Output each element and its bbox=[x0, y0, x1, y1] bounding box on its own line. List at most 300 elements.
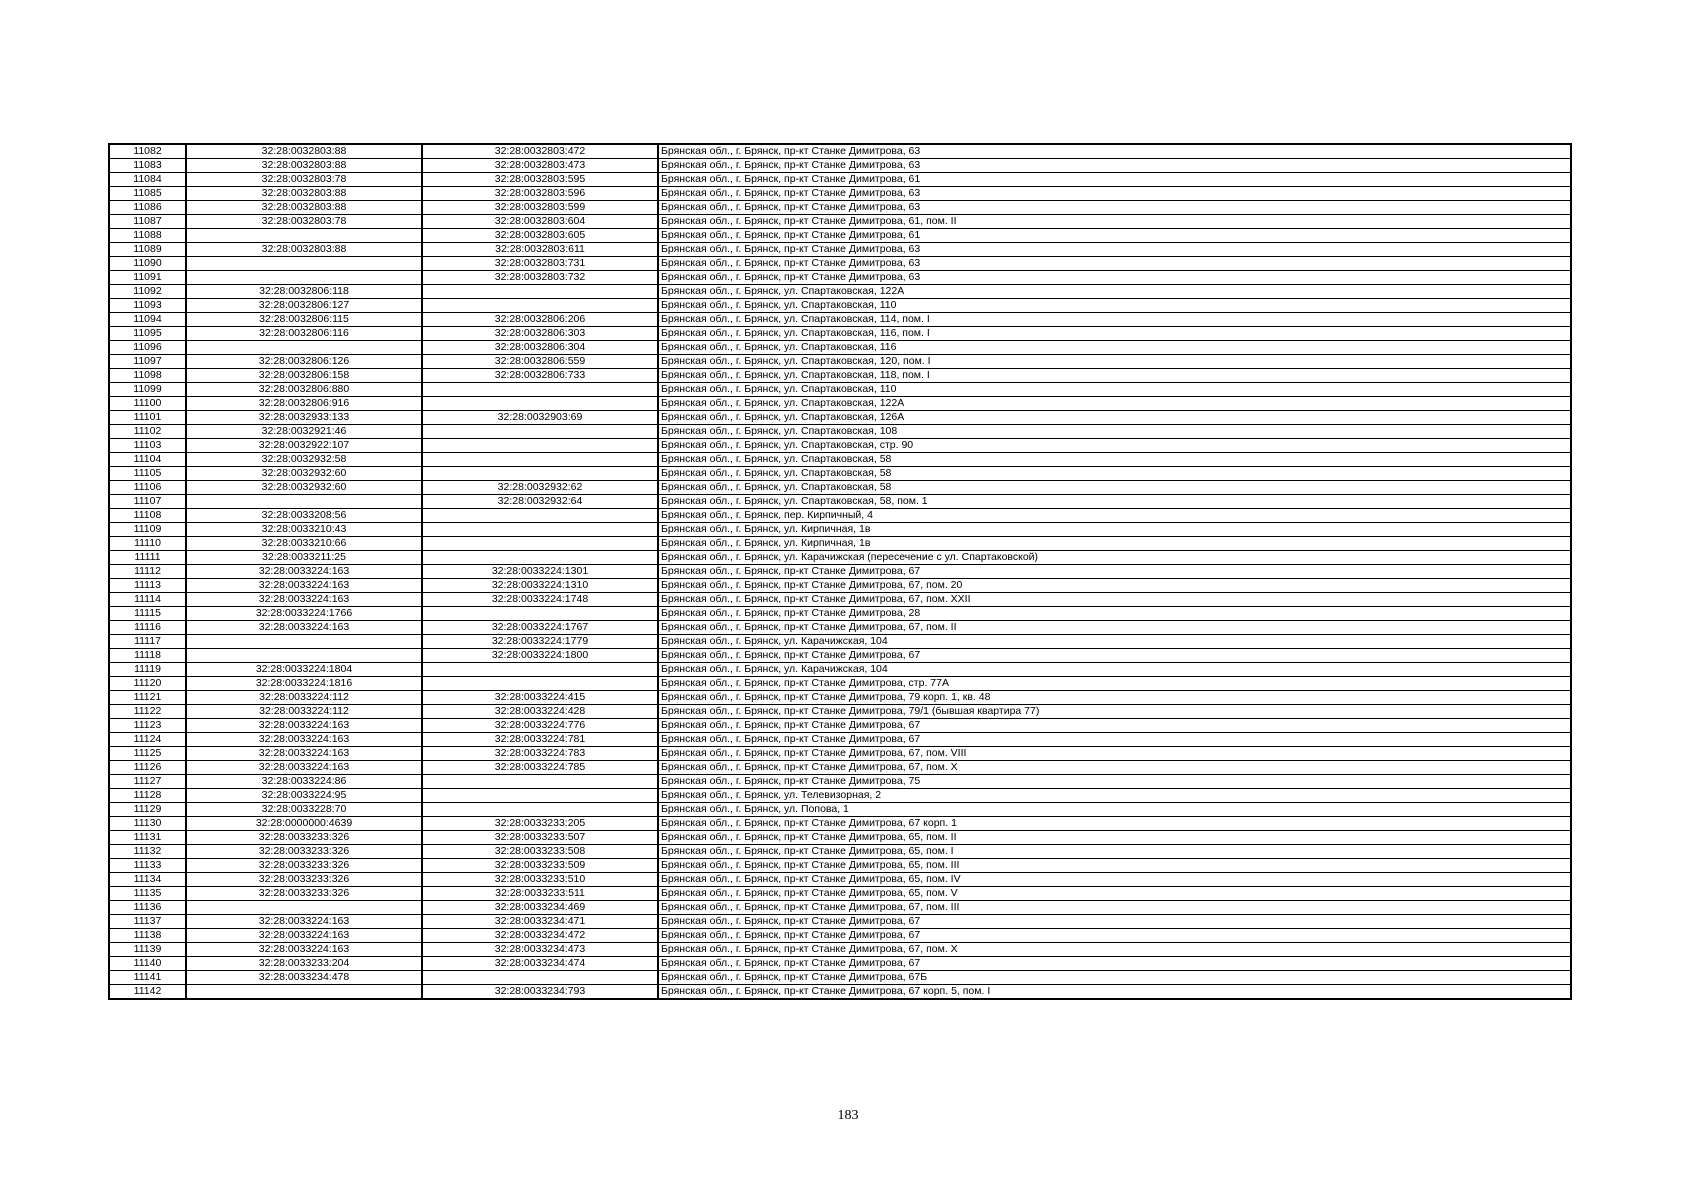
parcel-number-cell: 32:28:0033211:25 bbox=[186, 551, 422, 565]
address-cell: Брянская обл., г. Брянск, ул. Спартаковская, 116, пом. I bbox=[658, 327, 1571, 341]
row-number-cell: 11113 bbox=[109, 579, 186, 593]
table-row bbox=[109, 985, 1571, 1000]
parcel-number-cell: 32:28:0033224:86 bbox=[186, 775, 422, 789]
parcel-number-cell: 32:28:0032806:116 bbox=[186, 327, 422, 341]
table-row bbox=[109, 481, 1571, 495]
object-number-cell bbox=[422, 285, 658, 299]
address-cell: Брянская обл., г. Брянск, пр-кт Станке Димитрова, 67Б bbox=[658, 971, 1571, 985]
object-number-cell: 32:28:0033234:469 bbox=[422, 901, 658, 915]
object-number-cell: 32:28:0033224:415 bbox=[422, 691, 658, 705]
row-number-cell: 11106 bbox=[109, 481, 186, 495]
address-cell: Брянская обл., г. Брянск, ул. Кирпичная, 1в bbox=[658, 523, 1571, 537]
row-number-cell: 11124 bbox=[109, 733, 186, 747]
table-row bbox=[109, 215, 1571, 229]
address-cell: Брянская обл., г. Брянск, пр-кт Станке Димитрова, 67 bbox=[658, 733, 1571, 747]
table-row bbox=[109, 635, 1571, 649]
parcel-number-cell: 32:28:0032932:58 bbox=[186, 453, 422, 467]
row-number-cell: 11111 bbox=[109, 551, 186, 565]
object-number-cell: 32:28:0032803:731 bbox=[422, 257, 658, 271]
object-number-cell: 32:28:0033233:510 bbox=[422, 873, 658, 887]
parcel-number-cell: 32:28:0033224:163 bbox=[186, 733, 422, 747]
row-number-cell: 11139 bbox=[109, 943, 186, 957]
row-number-cell: 11102 bbox=[109, 425, 186, 439]
row-number-cell: 11103 bbox=[109, 439, 186, 453]
parcel-number-cell bbox=[186, 495, 422, 509]
address-cell: Брянская обл., г. Брянск, пр-кт Станке Димитрова, 65, пом. IV bbox=[658, 873, 1571, 887]
object-number-cell: 32:28:0032803:595 bbox=[422, 173, 658, 187]
address-cell: Брянская обл., г. Брянск, пр-кт Станке Димитрова, 65, пом. V bbox=[658, 887, 1571, 901]
table-row bbox=[109, 187, 1571, 201]
parcel-number-cell: 32:28:0032921:46 bbox=[186, 425, 422, 439]
parcel-number-cell: 32:28:0033224:1766 bbox=[186, 607, 422, 621]
parcel-number-cell bbox=[186, 901, 422, 915]
row-number-cell: 11116 bbox=[109, 621, 186, 635]
table-row bbox=[109, 397, 1571, 411]
table-row bbox=[109, 747, 1571, 761]
object-number-cell: 32:28:0032803:732 bbox=[422, 271, 658, 285]
table-row bbox=[109, 257, 1571, 271]
table-row bbox=[109, 817, 1571, 831]
parcel-number-cell: 32:28:0032803:78 bbox=[186, 173, 422, 187]
address-cell: Брянская обл., г. Брянск, ул. Спартаковская, 116 bbox=[658, 341, 1571, 355]
parcel-number-cell: 32:28:0032806:158 bbox=[186, 369, 422, 383]
object-number-cell bbox=[422, 467, 658, 481]
row-number-cell: 11120 bbox=[109, 677, 186, 691]
object-number-cell: 32:28:0033234:793 bbox=[422, 985, 658, 1000]
row-number-cell: 11131 bbox=[109, 831, 186, 845]
parcel-number-cell: 32:28:0033224:163 bbox=[186, 761, 422, 775]
parcel-number-cell: 32:28:0033224:163 bbox=[186, 943, 422, 957]
address-cell: Брянская обл., г. Брянск, пр-кт Станке Димитрова, 65, пом. II bbox=[658, 831, 1571, 845]
table-row bbox=[109, 873, 1571, 887]
row-number-cell: 11138 bbox=[109, 929, 186, 943]
table-row bbox=[109, 523, 1571, 537]
table-row bbox=[109, 593, 1571, 607]
table-row bbox=[109, 425, 1571, 439]
object-number-cell bbox=[422, 453, 658, 467]
parcel-number-cell: 32:28:0032932:60 bbox=[186, 481, 422, 495]
object-number-cell: 32:28:0033234:473 bbox=[422, 943, 658, 957]
table-row bbox=[109, 327, 1571, 341]
object-number-cell: 32:28:0032806:559 bbox=[422, 355, 658, 369]
address-cell: Брянская обл., г. Брянск, пр-кт Станке Димитрова, 63 bbox=[658, 201, 1571, 215]
parcel-number-cell: 32:28:0032806:115 bbox=[186, 313, 422, 327]
object-number-cell: 32:28:0032803:472 bbox=[422, 144, 658, 159]
address-cell: Брянская обл., г. Брянск, ул. Спартаковская, 122А bbox=[658, 397, 1571, 411]
object-number-cell: 32:28:0032806:304 bbox=[422, 341, 658, 355]
object-number-cell bbox=[422, 397, 658, 411]
row-number-cell: 11091 bbox=[109, 271, 186, 285]
object-number-cell: 32:28:0032903:69 bbox=[422, 411, 658, 425]
row-number-cell: 11110 bbox=[109, 537, 186, 551]
address-cell: Брянская обл., г. Брянск, ул. Попова, 1 bbox=[658, 803, 1571, 817]
object-number-cell: 32:28:0033224:783 bbox=[422, 747, 658, 761]
parcel-number-cell bbox=[186, 341, 422, 355]
object-number-cell bbox=[422, 425, 658, 439]
object-number-cell: 32:28:0032803:611 bbox=[422, 243, 658, 257]
row-number-cell: 11096 bbox=[109, 341, 186, 355]
row-number-cell: 11095 bbox=[109, 327, 186, 341]
object-number-cell bbox=[422, 383, 658, 397]
object-number-cell bbox=[422, 523, 658, 537]
table-row bbox=[109, 313, 1571, 327]
object-number-cell: 32:28:0033234:471 bbox=[422, 915, 658, 929]
row-number-cell: 11093 bbox=[109, 299, 186, 313]
address-cell: Брянская обл., г. Брянск, пер. Кирпичный, 4 bbox=[658, 509, 1571, 523]
address-cell: Брянская обл., г. Брянск, пр-кт Станке Димитрова, 63 bbox=[658, 159, 1571, 173]
address-cell: Брянская обл., г. Брянск, пр-кт Станке Димитрова, 63 bbox=[658, 257, 1571, 271]
row-number-cell: 11108 bbox=[109, 509, 186, 523]
parcel-number-cell: 32:28:0033233:326 bbox=[186, 845, 422, 859]
parcel-number-cell: 32:28:0032806:127 bbox=[186, 299, 422, 313]
address-cell: Брянская обл., г. Брянск, ул. Карачижская, 104 bbox=[658, 663, 1571, 677]
row-number-cell: 11100 bbox=[109, 397, 186, 411]
parcel-number-cell: 32:28:0033233:326 bbox=[186, 831, 422, 845]
row-number-cell: 11086 bbox=[109, 201, 186, 215]
row-number-cell: 11094 bbox=[109, 313, 186, 327]
row-number-cell: 11123 bbox=[109, 719, 186, 733]
row-number-cell: 11135 bbox=[109, 887, 186, 901]
table-row bbox=[109, 859, 1571, 873]
table-row bbox=[109, 705, 1571, 719]
parcel-number-cell bbox=[186, 985, 422, 1000]
row-number-cell: 11122 bbox=[109, 705, 186, 719]
parcel-number-cell: 32:28:0032922:107 bbox=[186, 439, 422, 453]
address-cell: Брянская обл., г. Брянск, пр-кт Станке Димитрова, 67, пом. VIII bbox=[658, 747, 1571, 761]
table-row bbox=[109, 621, 1571, 635]
address-cell: Брянская обл., г. Брянск, пр-кт Станке Димитрова, 67, пом. X bbox=[658, 761, 1571, 775]
row-number-cell: 11101 bbox=[109, 411, 186, 425]
object-number-cell: 32:28:0033224:1301 bbox=[422, 565, 658, 579]
object-number-cell: 32:28:0033224:1310 bbox=[422, 579, 658, 593]
address-cell: Брянская обл., г. Брянск, ул. Спартаковская, 58 bbox=[658, 467, 1571, 481]
object-number-cell bbox=[422, 509, 658, 523]
address-cell: Брянская обл., г. Брянск, ул. Спартаковская, 58 bbox=[658, 453, 1571, 467]
object-number-cell: 32:28:0032803:605 bbox=[422, 229, 658, 243]
address-cell: Брянская обл., г. Брянск, пр-кт Станке Димитрова, 67, пом. III bbox=[658, 901, 1571, 915]
row-number-cell: 11121 bbox=[109, 691, 186, 705]
table-row bbox=[109, 733, 1571, 747]
parcel-number-cell: 32:28:0033224:112 bbox=[186, 691, 422, 705]
table-row bbox=[109, 943, 1571, 957]
parcel-number-cell: 32:28:0033210:43 bbox=[186, 523, 422, 537]
object-number-cell: 32:28:0033234:472 bbox=[422, 929, 658, 943]
object-number-cell bbox=[422, 551, 658, 565]
row-number-cell: 11107 bbox=[109, 495, 186, 509]
address-cell: Брянская обл., г. Брянск, ул. Телевизорная, 2 bbox=[658, 789, 1571, 803]
parcel-number-cell: 32:28:0033224:1816 bbox=[186, 677, 422, 691]
table-row bbox=[109, 299, 1571, 313]
row-number-cell: 11115 bbox=[109, 607, 186, 621]
parcel-number-cell: 32:28:0033208:56 bbox=[186, 509, 422, 523]
table-row bbox=[109, 495, 1571, 509]
parcel-number-cell: 32:28:0033233:326 bbox=[186, 859, 422, 873]
object-number-cell bbox=[422, 299, 658, 313]
address-cell: Брянская обл., г. Брянск, ул. Спартаковская, 118, пом. I bbox=[658, 369, 1571, 383]
parcel-number-cell: 32:28:0033224:163 bbox=[186, 915, 422, 929]
table-row bbox=[109, 719, 1571, 733]
object-number-cell: 32:28:0033224:1767 bbox=[422, 621, 658, 635]
address-cell: Брянская обл., г. Брянск, пр-кт Станке Димитрова, 67, пом. 20 bbox=[658, 579, 1571, 593]
parcel-number-cell: 32:28:0000000:4639 bbox=[186, 817, 422, 831]
row-number-cell: 11083 bbox=[109, 159, 186, 173]
table-row bbox=[109, 971, 1571, 985]
table-row bbox=[109, 201, 1571, 215]
row-number-cell: 11082 bbox=[109, 144, 186, 159]
parcel-number-cell: 32:28:0032803:88 bbox=[186, 243, 422, 257]
address-cell: Брянская обл., г. Брянск, пр-кт Станке Димитрова, 67 корп. 1 bbox=[658, 817, 1571, 831]
address-cell: Брянская обл., г. Брянск, пр-кт Станке Димитрова, 67 bbox=[658, 957, 1571, 971]
table-row bbox=[109, 243, 1571, 257]
parcel-number-cell bbox=[186, 229, 422, 243]
table-row bbox=[109, 159, 1571, 173]
parcel-number-cell: 32:28:0033210:66 bbox=[186, 537, 422, 551]
address-cell: Брянская обл., г. Брянск, ул. Спартаковская, стр. 90 bbox=[658, 439, 1571, 453]
object-number-cell bbox=[422, 663, 658, 677]
address-cell: Брянская обл., г. Брянск, пр-кт Станке Димитрова, 63 bbox=[658, 271, 1571, 285]
parcel-number-cell bbox=[186, 635, 422, 649]
row-number-cell: 11088 bbox=[109, 229, 186, 243]
table-row bbox=[109, 957, 1571, 971]
row-number-cell: 11137 bbox=[109, 915, 186, 929]
address-cell: Брянская обл., г. Брянск, ул. Спартаковская, 122А bbox=[658, 285, 1571, 299]
row-number-cell: 11099 bbox=[109, 383, 186, 397]
parcel-number-cell: 32:28:0032803:88 bbox=[186, 144, 422, 159]
object-number-cell: 32:28:0033224:428 bbox=[422, 705, 658, 719]
row-number-cell: 11142 bbox=[109, 985, 186, 1000]
table-row bbox=[109, 355, 1571, 369]
address-cell: Брянская обл., г. Брянск, ул. Спартаковская, 110 bbox=[658, 299, 1571, 313]
object-number-cell bbox=[422, 537, 658, 551]
parcel-number-cell: 32:28:0033233:204 bbox=[186, 957, 422, 971]
row-number-cell: 11134 bbox=[109, 873, 186, 887]
row-number-cell: 11119 bbox=[109, 663, 186, 677]
address-cell: Брянская обл., г. Брянск, пр-кт Станке Димитрова, 65, пом. I bbox=[658, 845, 1571, 859]
address-cell: Брянская обл., г. Брянск, пр-кт Станке Димитрова, 79 корп. 1, кв. 48 bbox=[658, 691, 1571, 705]
row-number-cell: 11104 bbox=[109, 453, 186, 467]
table-row bbox=[109, 775, 1571, 789]
object-number-cell bbox=[422, 607, 658, 621]
table-row bbox=[109, 901, 1571, 915]
object-number-cell: 32:28:0033224:785 bbox=[422, 761, 658, 775]
object-number-cell: 32:28:0033234:474 bbox=[422, 957, 658, 971]
address-cell: Брянская обл., г. Брянск, пр-кт Станке Димитрова, 61, пом. II bbox=[658, 215, 1571, 229]
row-number-cell: 11087 bbox=[109, 215, 186, 229]
object-number-cell: 32:28:0032932:62 bbox=[422, 481, 658, 495]
address-cell: Брянская обл., г. Брянск, пр-кт Станке Димитрова, 67, пом. X bbox=[658, 943, 1571, 957]
address-cell: Брянская обл., г. Брянск, пр-кт Станке Димитрова, 28 bbox=[658, 607, 1571, 621]
address-cell: Брянская обл., г. Брянск, пр-кт Станке Димитрова, 79/1 (бывшая квартира 77) bbox=[658, 705, 1571, 719]
parcel-number-cell: 32:28:0033224:163 bbox=[186, 579, 422, 593]
table-row bbox=[109, 691, 1571, 705]
address-cell: Брянская обл., г. Брянск, пр-кт Станке Димитрова, 63 bbox=[658, 243, 1571, 257]
table-row bbox=[109, 439, 1571, 453]
table-row bbox=[109, 453, 1571, 467]
parcel-number-cell: 32:28:0032803:88 bbox=[186, 159, 422, 173]
parcel-number-cell: 32:28:0032932:60 bbox=[186, 467, 422, 481]
table-row bbox=[109, 144, 1571, 159]
table-row bbox=[109, 929, 1571, 943]
parcel-number-cell: 32:28:0032933:133 bbox=[186, 411, 422, 425]
object-number-cell: 32:28:0032803:604 bbox=[422, 215, 658, 229]
address-cell: Брянская обл., г. Брянск, пр-кт Станке Димитрова, 65, пом. III bbox=[658, 859, 1571, 873]
object-number-cell: 32:28:0032806:733 bbox=[422, 369, 658, 383]
parcel-number-cell: 32:28:0033224:163 bbox=[186, 593, 422, 607]
address-cell: Брянская обл., г. Брянск, ул. Спартаковская, 58 bbox=[658, 481, 1571, 495]
address-cell: Брянская обл., г. Брянск, пр-кт Станке Димитрова, 63 bbox=[658, 144, 1571, 159]
table-row bbox=[109, 649, 1571, 663]
object-number-cell: 32:28:0032932:64 bbox=[422, 495, 658, 509]
row-number-cell: 11117 bbox=[109, 635, 186, 649]
table-row bbox=[109, 369, 1571, 383]
parcel-number-cell: 32:28:0033224:163 bbox=[186, 719, 422, 733]
table-row bbox=[109, 173, 1571, 187]
parcel-number-cell: 32:28:0032803:88 bbox=[186, 187, 422, 201]
object-number-cell: 32:28:0032806:303 bbox=[422, 327, 658, 341]
parcel-number-cell: 32:28:0032803:78 bbox=[186, 215, 422, 229]
row-number-cell: 11090 bbox=[109, 257, 186, 271]
address-cell: Брянская обл., г. Брянск, пр-кт Станке Димитрова, 61 bbox=[658, 229, 1571, 243]
parcel-number-cell: 32:28:0032803:88 bbox=[186, 201, 422, 215]
object-number-cell bbox=[422, 677, 658, 691]
address-cell: Брянская обл., г. Брянск, ул. Спартаковская, 110 bbox=[658, 383, 1571, 397]
table-row bbox=[109, 677, 1571, 691]
row-number-cell: 11141 bbox=[109, 971, 186, 985]
address-cell: Брянская обл., г. Брянск, ул. Спартаковская, 114, пом. I bbox=[658, 313, 1571, 327]
row-number-cell: 11092 bbox=[109, 285, 186, 299]
row-number-cell: 11140 bbox=[109, 957, 186, 971]
object-number-cell: 32:28:0033233:205 bbox=[422, 817, 658, 831]
address-cell: Брянская обл., г. Брянск, ул. Спартаковская, 108 bbox=[658, 425, 1571, 439]
parcel-number-cell: 32:28:0033224:163 bbox=[186, 621, 422, 635]
row-number-cell: 11118 bbox=[109, 649, 186, 663]
table-row bbox=[109, 607, 1571, 621]
object-number-cell bbox=[422, 775, 658, 789]
address-cell: Брянская обл., г. Брянск, пр-кт Станке Димитрова, стр. 77А bbox=[658, 677, 1571, 691]
parcel-number-cell: 32:28:0033224:112 bbox=[186, 705, 422, 719]
row-number-cell: 11125 bbox=[109, 747, 186, 761]
row-number-cell: 11097 bbox=[109, 355, 186, 369]
table-row bbox=[109, 831, 1571, 845]
row-number-cell: 11126 bbox=[109, 761, 186, 775]
object-number-cell: 32:28:0032803:596 bbox=[422, 187, 658, 201]
table-row bbox=[109, 467, 1571, 481]
address-cell: Брянская обл., г. Брянск, пр-кт Станке Димитрова, 63 bbox=[658, 187, 1571, 201]
parcel-number-cell: 32:28:0033224:1804 bbox=[186, 663, 422, 677]
address-cell: Брянская обл., г. Брянск, пр-кт Станке Димитрова, 67 bbox=[658, 719, 1571, 733]
row-number-cell: 11085 bbox=[109, 187, 186, 201]
parcel-number-cell: 32:28:0032806:880 bbox=[186, 383, 422, 397]
object-number-cell: 32:28:0032803:473 bbox=[422, 159, 658, 173]
row-number-cell: 11112 bbox=[109, 565, 186, 579]
table-row bbox=[109, 411, 1571, 425]
address-cell: Брянская обл., г. Брянск, пр-кт Станке Димитрова, 67 bbox=[658, 915, 1571, 929]
parcel-number-cell: 32:28:0033234:478 bbox=[186, 971, 422, 985]
row-number-cell: 11128 bbox=[109, 789, 186, 803]
row-number-cell: 11084 bbox=[109, 173, 186, 187]
address-cell: Брянская обл., г. Брянск, пр-кт Станке Димитрова, 67 bbox=[658, 929, 1571, 943]
address-cell: Брянская обл., г. Брянск, ул. Спартаковская, 120, пом. I bbox=[658, 355, 1571, 369]
row-number-cell: 11114 bbox=[109, 593, 186, 607]
row-number-cell: 11089 bbox=[109, 243, 186, 257]
parcel-number-cell: 32:28:0033224:95 bbox=[186, 789, 422, 803]
parcel-number-cell bbox=[186, 649, 422, 663]
address-cell: Брянская обл., г. Брянск, пр-кт Станке Димитрова, 75 bbox=[658, 775, 1571, 789]
row-number-cell: 11132 bbox=[109, 845, 186, 859]
address-cell: Брянская обл., г. Брянск, пр-кт Станке Димитрова, 61 bbox=[658, 173, 1571, 187]
parcel-number-cell: 32:28:0033233:326 bbox=[186, 887, 422, 901]
registry-table bbox=[108, 143, 1572, 1000]
table-row bbox=[109, 761, 1571, 775]
row-number-cell: 11127 bbox=[109, 775, 186, 789]
object-number-cell: 32:28:0033224:1779 bbox=[422, 635, 658, 649]
address-cell: Брянская обл., г. Брянск, ул. Спартаковская, 126А bbox=[658, 411, 1571, 425]
table-row bbox=[109, 663, 1571, 677]
table-row bbox=[109, 915, 1571, 929]
object-number-cell: 32:28:0033224:776 bbox=[422, 719, 658, 733]
object-number-cell: 32:28:0032806:206 bbox=[422, 313, 658, 327]
address-cell: Брянская обл., г. Брянск, ул. Карачижская, 104 bbox=[658, 635, 1571, 649]
object-number-cell: 32:28:0032803:599 bbox=[422, 201, 658, 215]
row-number-cell: 11130 bbox=[109, 817, 186, 831]
row-number-cell: 11133 bbox=[109, 859, 186, 873]
table-row bbox=[109, 789, 1571, 803]
table-row bbox=[109, 565, 1571, 579]
object-number-cell: 32:28:0033224:1748 bbox=[422, 593, 658, 607]
row-number-cell: 11105 bbox=[109, 467, 186, 481]
object-number-cell bbox=[422, 439, 658, 453]
parcel-number-cell: 32:28:0033224:163 bbox=[186, 747, 422, 761]
table-row bbox=[109, 271, 1571, 285]
parcel-number-cell: 32:28:0032806:916 bbox=[186, 397, 422, 411]
table-row bbox=[109, 551, 1571, 565]
table-row bbox=[109, 887, 1571, 901]
address-cell: Брянская обл., г. Брянск, пр-кт Станке Димитрова, 67 bbox=[658, 565, 1571, 579]
table-row bbox=[109, 537, 1571, 551]
object-number-cell: 32:28:0033224:781 bbox=[422, 733, 658, 747]
page-number: 183 bbox=[837, 1108, 859, 1123]
table-row bbox=[109, 285, 1571, 299]
address-cell: Брянская обл., г. Брянск, пр-кт Станке Димитрова, 67, пом. XXII bbox=[658, 593, 1571, 607]
object-number-cell: 32:28:0033233:508 bbox=[422, 845, 658, 859]
address-cell: Брянская обл., г. Брянск, ул. Карачижская (пересечение с ул. Спартаковской) bbox=[658, 551, 1571, 565]
parcel-number-cell: 32:28:0033228:70 bbox=[186, 803, 422, 817]
table-row bbox=[109, 383, 1571, 397]
table-row bbox=[109, 341, 1571, 355]
row-number-cell: 11136 bbox=[109, 901, 186, 915]
object-number-cell bbox=[422, 803, 658, 817]
parcel-number-cell bbox=[186, 271, 422, 285]
parcel-number-cell: 32:28:0032806:126 bbox=[186, 355, 422, 369]
row-number-cell: 11129 bbox=[109, 803, 186, 817]
address-cell: Брянская обл., г. Брянск, ул. Спартаковская, 58, пом. 1 bbox=[658, 495, 1571, 509]
object-number-cell: 32:28:0033233:509 bbox=[422, 859, 658, 873]
parcel-number-cell: 32:28:0033224:163 bbox=[186, 565, 422, 579]
address-cell: Брянская обл., г. Брянск, пр-кт Станке Димитрова, 67 корп. 5, пом. I bbox=[658, 985, 1571, 1000]
parcel-number-cell bbox=[186, 257, 422, 271]
object-number-cell bbox=[422, 789, 658, 803]
parcel-number-cell: 32:28:0033233:326 bbox=[186, 873, 422, 887]
row-number-cell: 11109 bbox=[109, 523, 186, 537]
object-number-cell: 32:28:0033233:507 bbox=[422, 831, 658, 845]
object-number-cell: 32:28:0033224:1800 bbox=[422, 649, 658, 663]
registry-table-body bbox=[109, 144, 1571, 999]
table-row bbox=[109, 509, 1571, 523]
table-row bbox=[109, 229, 1571, 243]
row-number-cell: 11098 bbox=[109, 369, 186, 383]
parcel-number-cell: 32:28:0032806:118 bbox=[186, 285, 422, 299]
parcel-number-cell: 32:28:0033224:163 bbox=[186, 929, 422, 943]
